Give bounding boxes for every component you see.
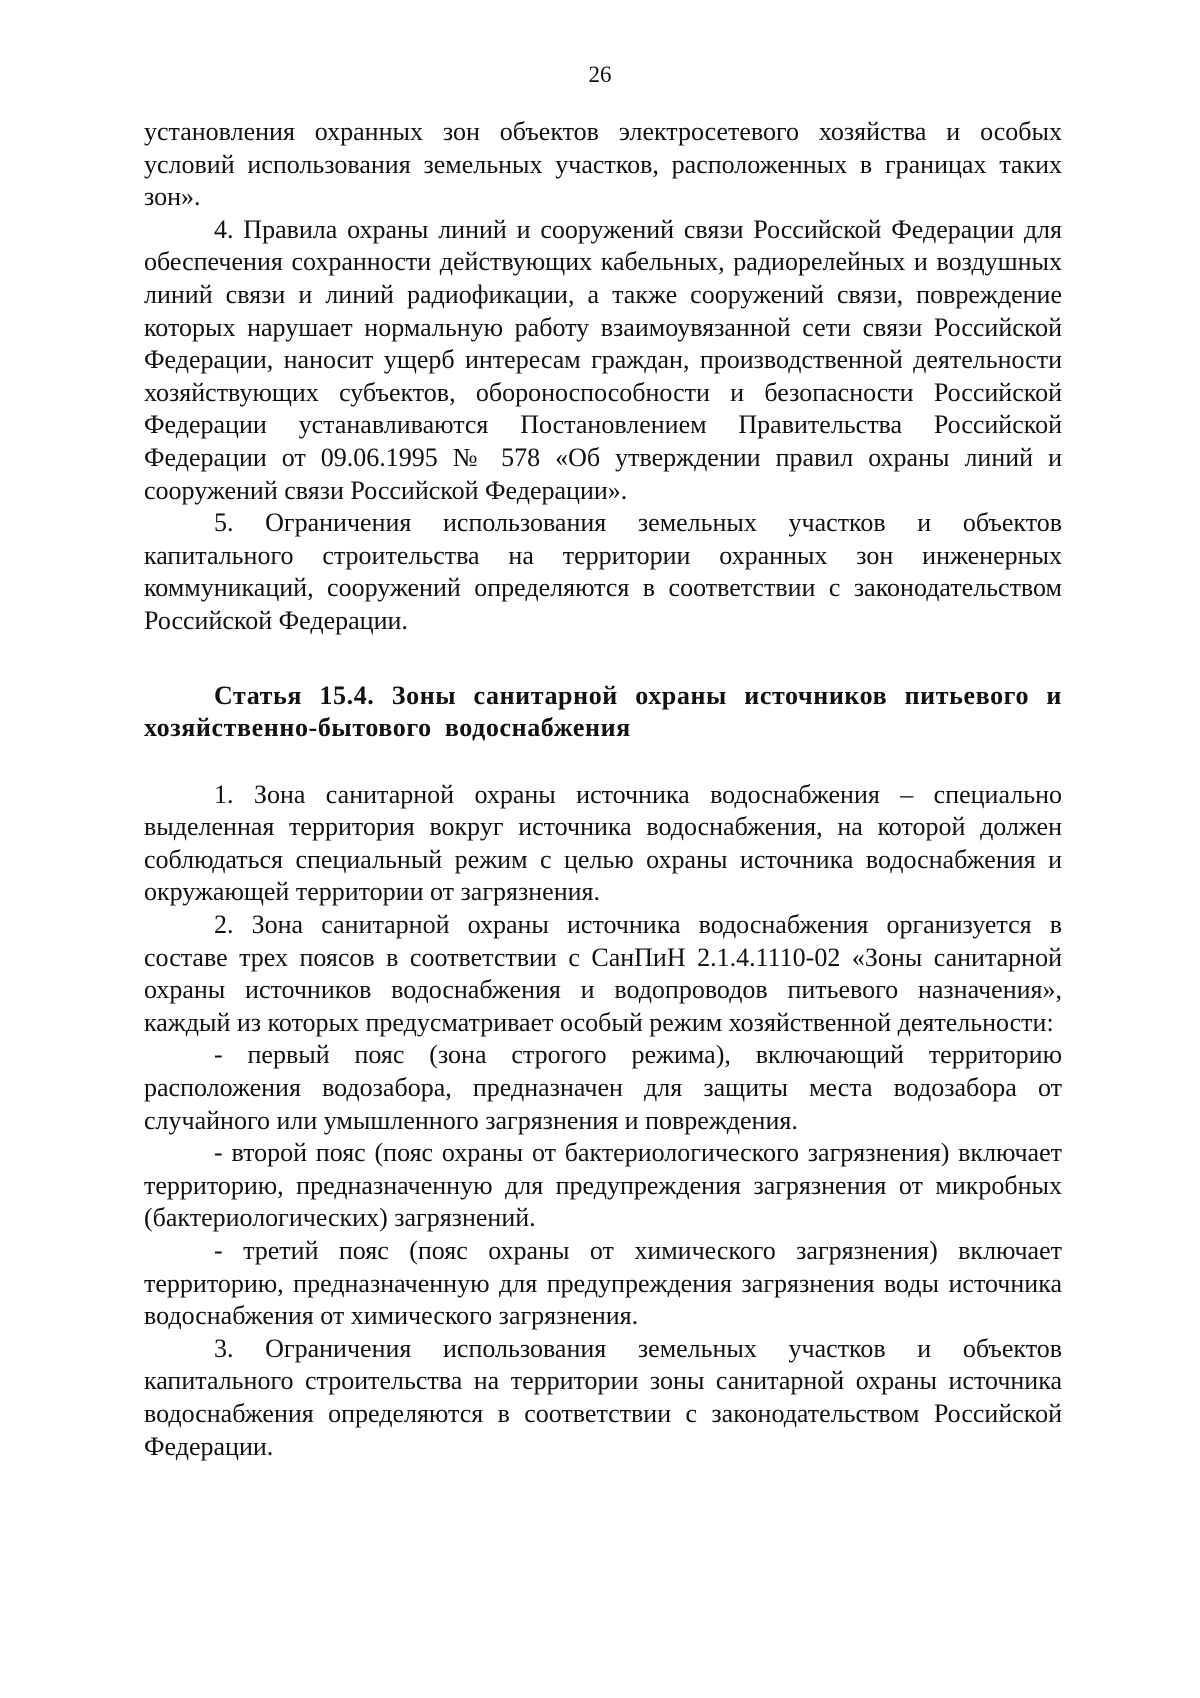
paragraph-item-3: 3. Ограничения использования земельных участков и объектов капитального строительства на территории зоны санитарной охраны источника водоснабжения определяются в соответствии с законодательством Российской Федерации. [144,1333,1062,1461]
page-number: 26 [588,62,612,87]
paragraph-item-4: 4. Правила охраны линий и сооружений связи Российской Федерации для обеспечения сохранности действующих кабельных, радиорелейных и воздушных линий связи и линий радиофикации, а также сооружений связи, повреждение которых нарушает нормальную работу взаимоувязанной сети связи Российской Федерации, наносит ущерб интересам граждан, производственной деятельности хозяйствующих субъектов, обороноспособности и безопасности Российской Федерации устанавливаются Постановлением Правительства Российской Федерации от 09.06.1995 № 578 «Об утверждении правил охраны линий и сооружений связи Российской Федерации». [144,214,1062,505]
paragraph-item-1: 1. Зона санитарной охраны источника водоснабжения – специально выделенная территория вокруг источника водоснабжения, на которой должен соблюдаться специальный режим с целью охраны источника водоснабжения и окружающей территории от загрязнения. [144,779,1062,907]
list-item-second-belt: - второй пояс (пояс охраны от бактериологического загрязнения) включает территорию, предназначенную для предупреждения загрязнения от микробных (бактериологических) загрязнений. [144,1138,1062,1233]
paragraph-continuation: установления охранных зон объектов электросетевого хозяйства и особых условий использования земельных участков, расположенных в границах таких зон». [144,117,1062,212]
paragraph-item-2: 2. Зона санитарной охраны источника водоснабжения организуется в составе трех поясов в соответствии с СанПиН 2.1.4.1110-02 «Зоны санитарной охраны источников водоснабжения и водопроводов питьевого назначения», каждый из которых предусматривает особый режим хозяйственной деятельности: [144,910,1062,1037]
document-body [144,116,1062,1463]
paragraph-item-5: 5. Ограничения использования земельных участков и объектов капитального строительства на территории охранных зон инженерных коммуникаций, сооружений определяются в соответствии с законодательством Российской Федерации. [144,508,1062,635]
article-heading: Статья 15.4. Зоны санитарной охраны источников питьевого и хозяйственно-бытового водоснабжения [144,680,1062,743]
list-item-third-belt: - третий пояс (пояс охраны от химического загрязнения) включает территорию, предназначенную для предупреждения загрязнения воды источника водоснабжения от химического загрязнения. [144,1236,1062,1331]
list-item-first-belt: - первый пояс (зона строгого режима), включающий территорию расположения водозабора, предназначен для защиты места водозабора от случайного или умышленного загрязнения и повреждения. [144,1040,1062,1135]
